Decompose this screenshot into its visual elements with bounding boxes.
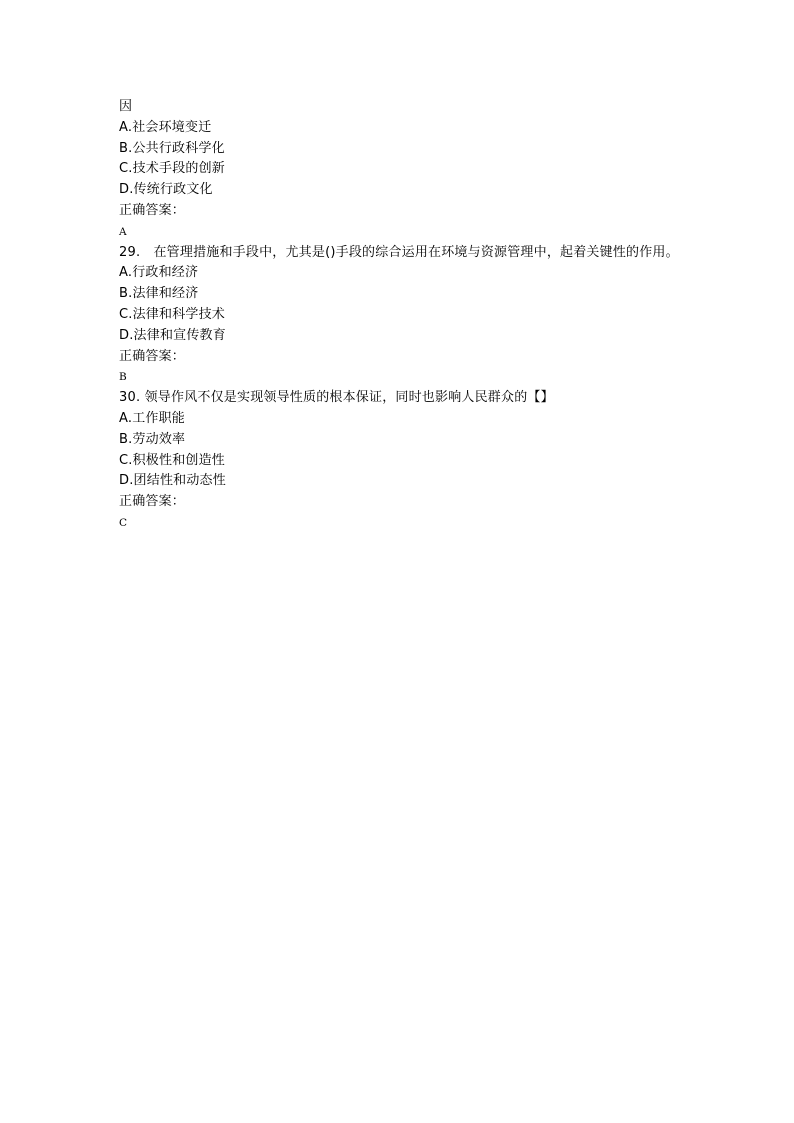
answer-value: B bbox=[119, 371, 127, 384]
document-body bbox=[119, 97, 679, 534]
option-c: C.法律和科学技术 bbox=[119, 306, 226, 322]
option-a: A.工作职能 bbox=[119, 410, 185, 426]
option-d: D.法律和宣传教育 bbox=[119, 327, 226, 343]
answer-value: C bbox=[119, 516, 128, 529]
question-29: 29. 在管理措施和手段中，尤其是()手段的综合运用在环境与资源管理中，起着关键性的作用。 bbox=[119, 244, 679, 260]
option-a: A.社会环境变迁 bbox=[119, 119, 212, 135]
question-30: 30. 领导作风不仅是实现领导性质的根本保证，同时也影响人民群众的【】 bbox=[119, 390, 554, 406]
option-a: A.行政和经济 bbox=[119, 265, 199, 281]
answer-label: 正确答案： bbox=[119, 348, 186, 364]
option-b: B.公共行政科学化 bbox=[119, 140, 225, 156]
answer-label: 正确答案： bbox=[119, 202, 186, 218]
option-c: C.技术手段的创新 bbox=[119, 161, 226, 177]
option-d: D.团结性和动态性 bbox=[119, 473, 226, 489]
option-b: B.法律和经济 bbox=[119, 286, 199, 302]
option-c: C.积极性和创造性 bbox=[119, 452, 226, 468]
option-d: D.传统行政文化 bbox=[119, 182, 213, 198]
question-28-tail: 因 bbox=[119, 99, 133, 114]
option-b: B.劳动效率 bbox=[119, 431, 186, 447]
answer-value: A bbox=[119, 225, 127, 238]
answer-label: 正确答案： bbox=[119, 494, 186, 510]
